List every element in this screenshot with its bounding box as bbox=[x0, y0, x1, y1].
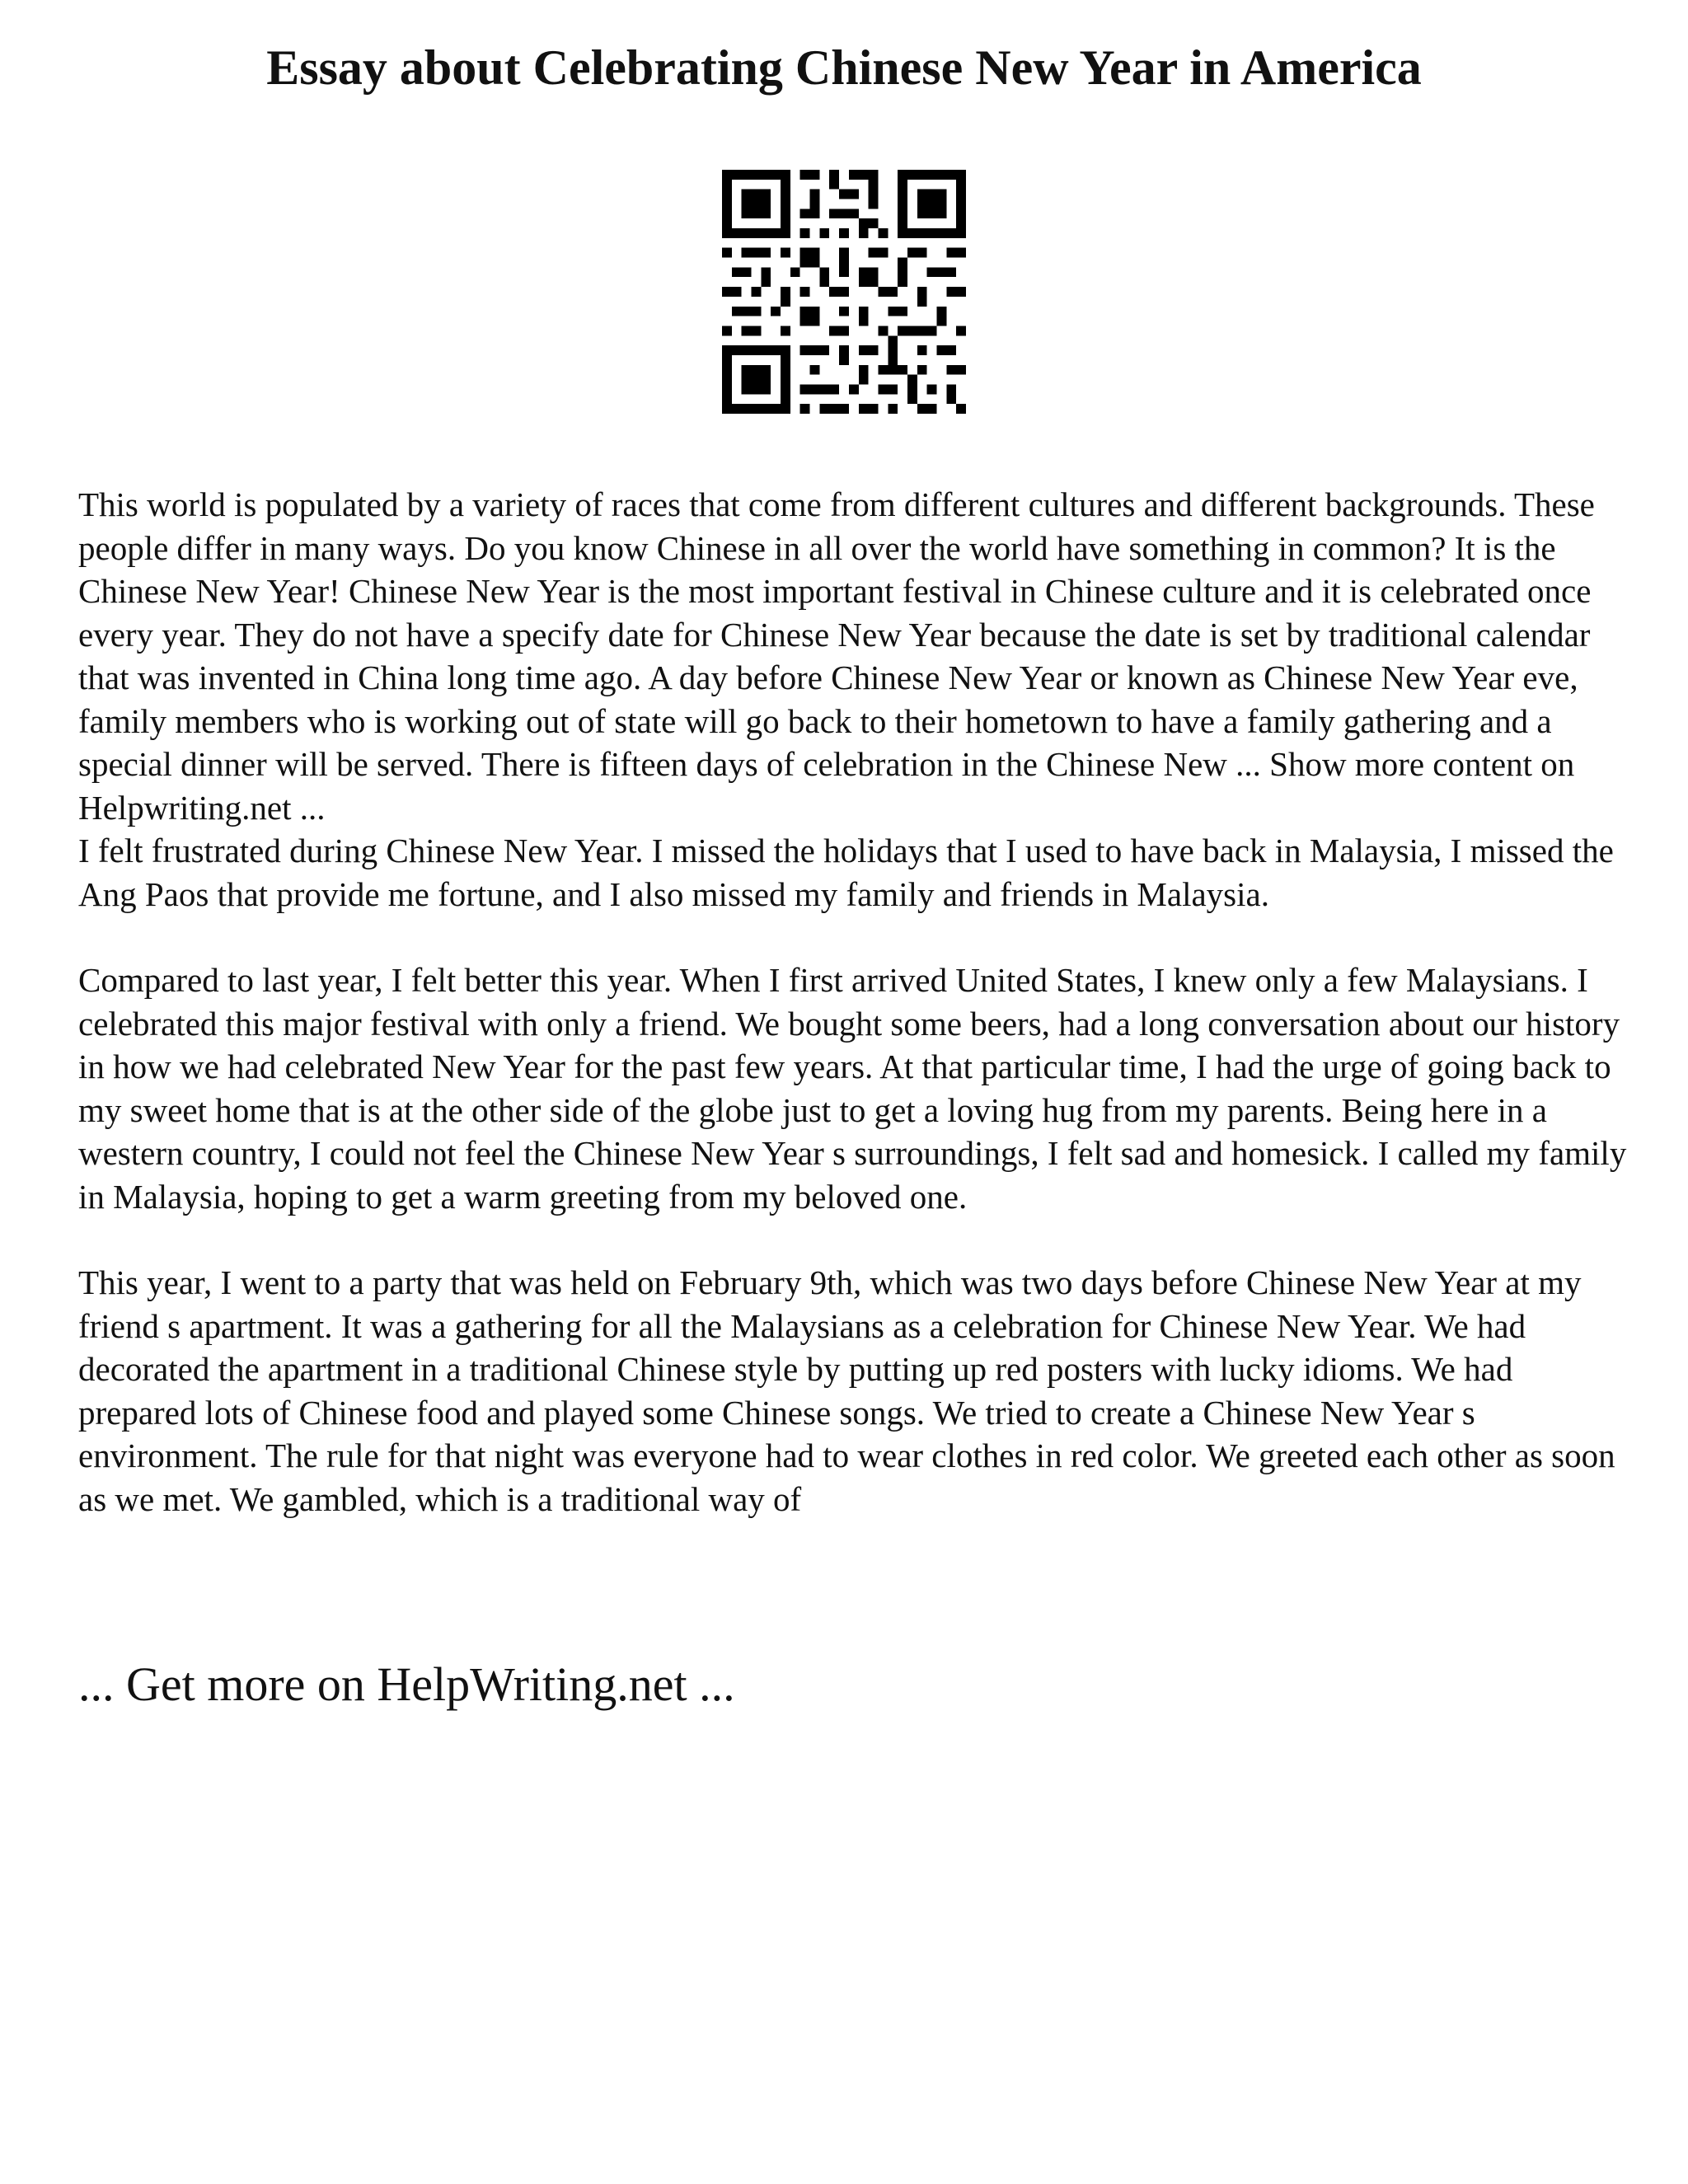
paragraph-intro: This world is populated by a variety of races that come from different cultures and different backgrounds. These people differ in many ways. Do you know Chinese in all over the world have something in common? It is the Chinese New Year! Chinese New Year is the most important festival in Chinese culture and it is celebrated once every year. They do not have a specify date for Chinese New Year because the date is set by traditional calendar that was invented in China long time ago. A day before Chinese New Year or known as Chinese New Year eve, family members who is working out of state will go back to their hometown to have a family gathering and a special dinner will be served. There is fifteen days of celebration in the Chinese New ... Show more content on Helpwriting.net ... bbox=[78, 485, 1595, 827]
paragraph-gap bbox=[78, 1218, 1636, 1261]
get-more-link[interactable]: ... Get more on HelpWriting.net ... bbox=[78, 1657, 735, 1711]
qr-code-icon bbox=[722, 170, 966, 414]
essay-body bbox=[78, 483, 1636, 1521]
paragraph-gap bbox=[78, 916, 1636, 958]
paragraph-frustrated: I felt frustrated during Chinese New Year. I missed the holidays that I used to have back in Malaysia, I missed the Ang Paos that provide me fortune, and I also missed my family and friends in Malaysia. bbox=[78, 832, 1614, 913]
paragraph-last-year: Compared to last year, I felt better this year. When I first arrived United States, I knew only a few Malaysians. I celebrated this major festival with only a friend. We bought some beers, had a long conversation about our history in how we had celebrated New Year for the past few years. At that particular time, I had the urge of going back to my sweet home that is at the other side of the globe just to get a loving hug from my parents. Being here in a western country, I could not feel the Chinese New Year s surroundings, I felt sad and homesick. I called my family in Malaysia, hoping to get a warm greeting from my beloved one. bbox=[78, 961, 1627, 1216]
document-title: Essay about Celebrating Chinese New Year in America bbox=[266, 40, 1422, 95]
paragraph-this-year: This year, I went to a party that was held on February 9th, which was two days before Chinese New Year at my friend s apartment. It was a gathering for all the Malaysians as a celebration for Chinese New Year. We had decorated the apartment in a traditional Chinese style by putting up red posters with lucky idioms. We had prepared lots of Chinese food and played some Chinese songs. We tried to create a Chinese New Year s environment. The rule for that night was everyone had to wear clothes in red color. We greeted each other as soon as we met. We gambled, which is a traditional way of bbox=[78, 1263, 1615, 1518]
